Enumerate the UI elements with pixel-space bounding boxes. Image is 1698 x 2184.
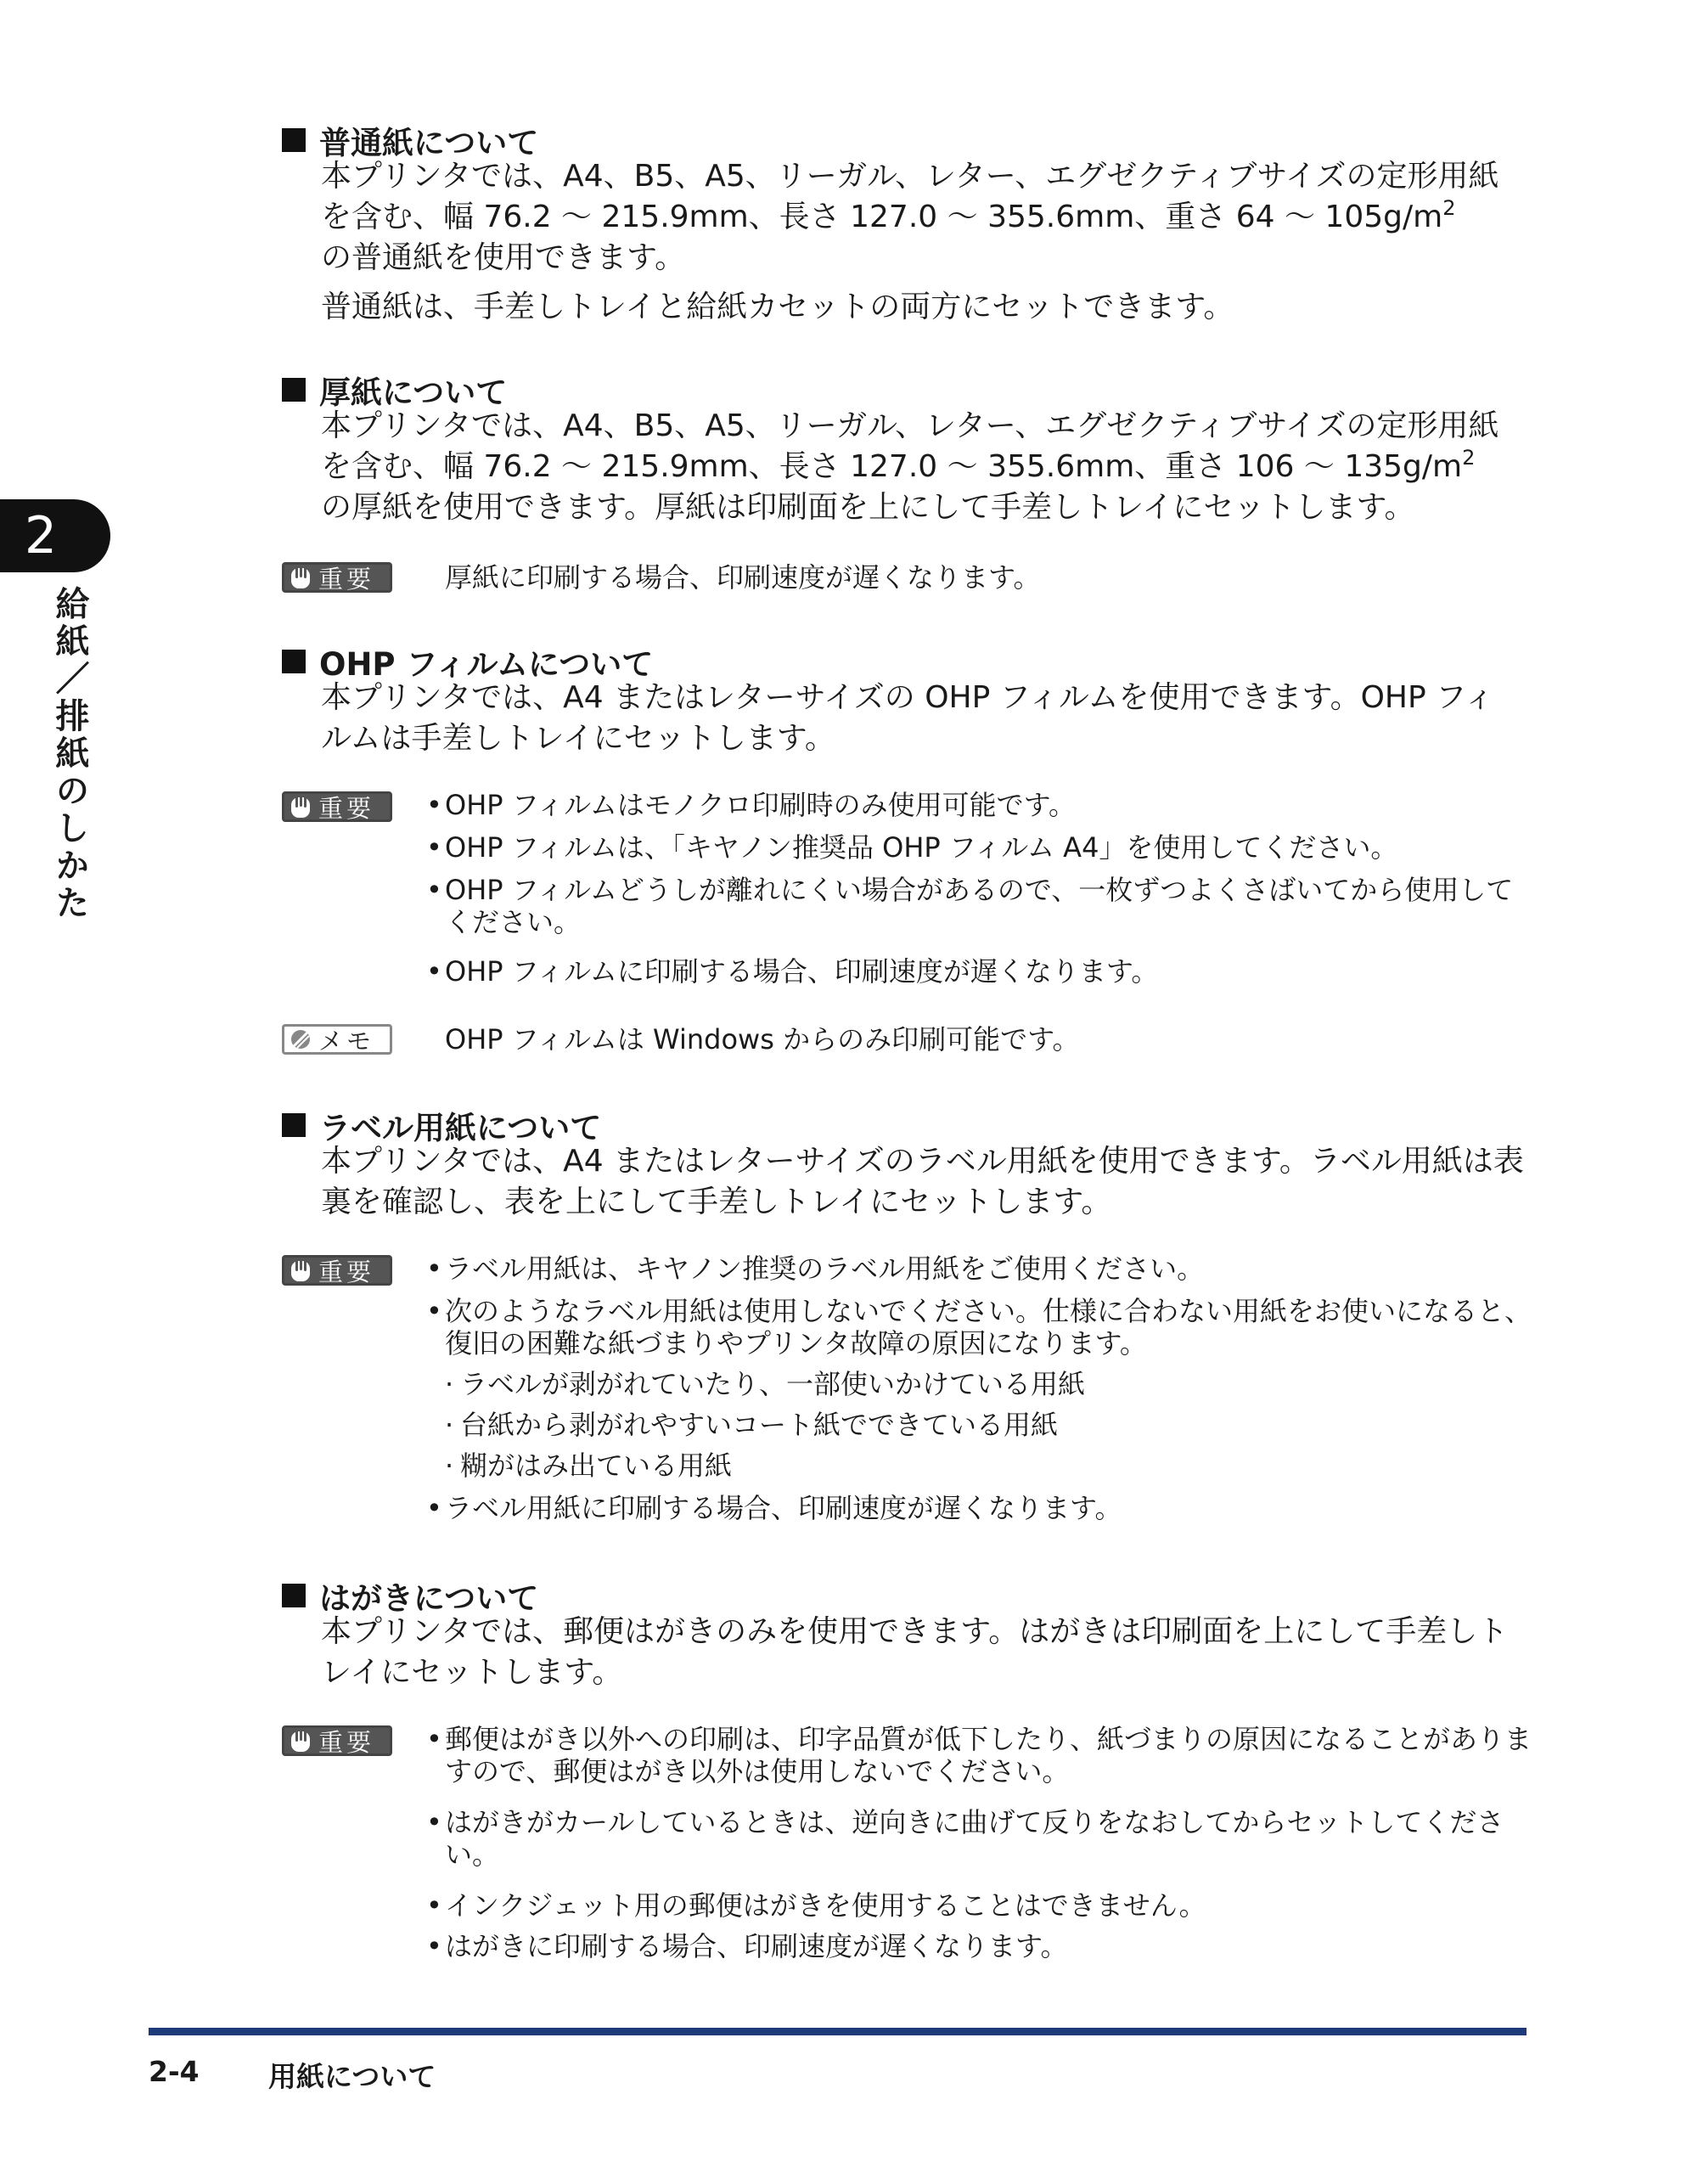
square-bullet-icon (282, 378, 306, 402)
square-bullet-icon (282, 1113, 306, 1137)
section-heading-ohp: OHP フィルムについて (282, 639, 653, 684)
plain-paragraph-2: 普通紙は、手差しトレイと給紙カセットの両方にセットできます。 (321, 290, 1234, 324)
list-item: • OHP フィルムに印刷する場合、印刷速度が遅くなります。 (426, 954, 1158, 988)
plain-paragraph: 本プリンタでは、A4、B5、A5、リーガル、レター、エグゼクティブサイズの定形用紙 を含む、幅 76.2 ～ 215.9mm、長さ 127.0 ～ 355.6mm、重さ 64 ～ $105g/m^2$ の普通紙を使用できます。 (321, 159, 1499, 275)
list-item: • 次のようなラベル用紙は使用しないでください。仕様に合わない用紙をお使いになると、 (426, 1294, 1532, 1328)
important-badge: 重要 (282, 1255, 392, 1286)
list-item: • インクジェット用の郵便はがきを使用することはできません。 (426, 1888, 1206, 1922)
square-bullet-icon (282, 1584, 306, 1607)
list-item: • OHP フィルムは、「キヤノン推奨品 OHP フィルム A4」を使用してください。 (426, 830, 1397, 864)
chapter-title: 給紙／排紙のしかた (50, 586, 89, 922)
important-badge: 重要 (282, 1725, 392, 1756)
section-heading-thick: 厚紙について (282, 367, 507, 413)
hand-stop-icon (290, 1258, 312, 1283)
hand-stop-icon (290, 565, 312, 590)
sub-list-item: · ラベルが剥がれていたり、一部使いかけている用紙 (426, 1367, 1085, 1401)
pencil-icon (290, 1027, 312, 1052)
chapter-tab (0, 499, 110, 572)
sub-list-item: · 糊がはみ出ている用紙 (426, 1449, 732, 1483)
important-badge: 重要 (282, 791, 392, 822)
list-item: • はがきがカールしているときは、逆向きに曲げて反りをなおしてからセットしてくださ (426, 1805, 1504, 1839)
label-paragraph: 本プリンタでは、A4 またはレターサイズのラベル用紙を使用できます。ラベル用紙は表 裏を確認し、表を上にして手差しトレイにセットします。 (321, 1144, 1524, 1219)
list-item-continuation: い。 (445, 1838, 500, 1871)
sub-list-item: · 台紙から剥がれやすいコート紙でできている用紙 (426, 1408, 1058, 1442)
important-badge: 重要 (282, 562, 392, 593)
list-item: • ラベル用紙に印刷する場合、印刷速度が遅くなります。 (426, 1491, 1122, 1525)
list-item-continuation: 復旧の困難な紙づまりやプリンタ故障の原因になります。 (445, 1327, 1147, 1359)
postcard-paragraph: 本プリンタでは、郵便はがきのみを使用できます。はがきは印刷面を上にして手差しト レイにセットします。 (321, 1614, 1509, 1690)
thick-paragraph: 本プリンタでは、A4、B5、A5、リーガル、レター、エグゼクティブサイズの定形用紙 を含む、幅 76.2 ～ 215.9mm、長さ 127.0 ～ 355.6mm、重さ 106 ～ $135g/m^2$ の厚紙を使用できます。厚紙は印刷面を上にして手差しトレイにセットします。 (321, 408, 1499, 525)
list-item-continuation: すので、郵便はがき以外は使用しないでください。 (445, 1755, 1070, 1787)
ohp-paragraph: 本プリンタでは、A4 またはレターサイズの OHP フィルムを使用できます。OHP フィ ルムは手差しトレイにセットします。 (321, 680, 1495, 756)
list-item-continuation: ください。 (445, 906, 582, 938)
footer-title: 用紙について (268, 2060, 436, 2093)
section-heading-label: ラベル用紙について (282, 1102, 601, 1148)
thick-note: 厚紙に印刷する場合、印刷速度が遅くなります。 (445, 561, 1041, 594)
footer-rule (149, 2028, 1527, 2035)
hand-stop-icon (290, 794, 312, 819)
page-number: 2-4 (149, 2055, 200, 2088)
list-item: • OHP フィルムどうしが離れにくい場合があるので、一枚ずつよくさばいてから使用して (426, 873, 1513, 907)
section-heading-plain: 普通紙について (282, 117, 538, 163)
memo-badge: メモ (282, 1024, 392, 1055)
square-bullet-icon (282, 650, 306, 673)
ohp-memo: OHP フィルムは Windows からのみ印刷可能です。 (445, 1023, 1080, 1055)
chapter-number: 2 (24, 506, 58, 566)
list-item: • 郵便はがき以外への印刷は、印字品質が低下したり、紙づまりの原因になることがありま (426, 1722, 1532, 1756)
list-item: • OHP フィルムはモノクロ印刷時のみ使用可能です。 (426, 788, 1076, 822)
section-heading-postcard: はがきについて (282, 1573, 538, 1618)
list-item: • はがきに印刷する場合、印刷速度が遅くなります。 (426, 1929, 1067, 1963)
list-item: • ラベル用紙は、キヤノン推奨のラベル用紙をご使用ください。 (426, 1252, 1204, 1286)
square-bullet-icon (282, 128, 306, 152)
hand-stop-icon (290, 1728, 312, 1753)
